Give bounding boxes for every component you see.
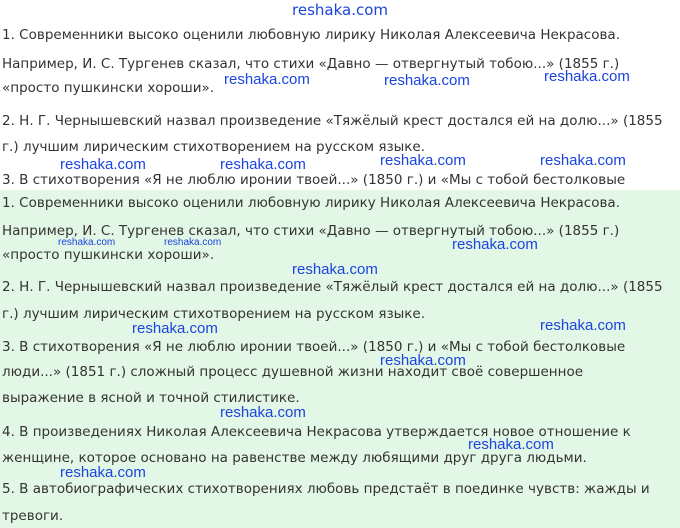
watermark: reshaka.com <box>132 320 218 337</box>
answer-line: 2. Н. Г. Чернышевский назвал произведение «Тяжёлый крест достался ей на долю...» (1855 <box>2 279 663 295</box>
watermark: reshaka.com <box>164 237 222 248</box>
task-line: г.) лучшим лирическим стихотворением на русском языке. <box>2 139 426 155</box>
watermark: reshaka.com <box>58 237 116 248</box>
answer-line: 1. Современники высоко оценили любовную лирику Николая Алексеевича Некрасова. <box>2 195 620 211</box>
answer-line: 4. В произведениях Николая Алексеевича Некрасова утверждается новое отношение к <box>2 424 631 440</box>
answer-line: 3. В стихотворения «Я не люблю иронии твоей...» (1850 г.) и «Мы с тобой бестолковые <box>2 339 626 355</box>
task-line: Например, И. С. Тургенев сказал, что стихи «Давно — отвергнутый тобою...» (1855 г.) <box>2 56 620 72</box>
watermark: reshaka.com <box>452 236 538 253</box>
watermark: reshaka.com <box>468 436 554 453</box>
answer-line: г.) лучшим лирическим стихотворением на русском языке. <box>2 306 426 322</box>
answer-line: люди...» (1851 г.) сложный процесс душевной жизни находит своё совершенное <box>2 364 584 380</box>
watermark: reshaka.com <box>544 68 630 85</box>
watermark: reshaka.com <box>380 352 466 369</box>
task-line: 3. В стихотворения «Я не люблю иронии твоей...» (1850 г.) и «Мы с тобой бестолковые <box>2 172 626 188</box>
task-line: 1. Современники высоко оценили любовную лирику Николая Алексеевича Некрасова. <box>2 27 620 43</box>
watermark: reshaka.com <box>384 72 470 89</box>
answer-line: женщине, которое основано на равенстве между любящими друг друга людьми. <box>2 450 587 466</box>
answer-line: выражение в ясной и точной стилистике. <box>2 390 300 406</box>
answer-line: тревоги. <box>2 508 64 524</box>
watermark: reshaka.com <box>220 156 306 173</box>
watermark: reshaka.com <box>60 156 146 173</box>
watermark: reshaka.com <box>220 404 306 421</box>
watermark: reshaka.com <box>224 71 310 88</box>
watermark: reshaka.com <box>292 261 378 278</box>
answer-line: 5. В автобиографических стихотворениях любовь предстаёт в поединке чувств: жажды и <box>2 481 650 497</box>
site-title[interactable]: reshaka.com <box>292 1 388 19</box>
task-line: «просто пушкински хороши». <box>2 80 215 96</box>
answer-line: Например, И. С. Тургенев сказал, что стихи «Давно — отвергнутый тобою...» (1855 г.) <box>2 223 620 239</box>
watermark: reshaka.com <box>60 464 146 481</box>
watermark: reshaka.com <box>540 317 626 334</box>
answer-line: «просто пушкински хороши». <box>2 247 215 263</box>
watermark: reshaka.com <box>380 152 466 169</box>
task-line: 2. Н. Г. Чернышевский назвал произведение «Тяжёлый крест достался ей на долю...» (1855 <box>2 113 663 129</box>
watermark: reshaka.com <box>540 152 626 169</box>
